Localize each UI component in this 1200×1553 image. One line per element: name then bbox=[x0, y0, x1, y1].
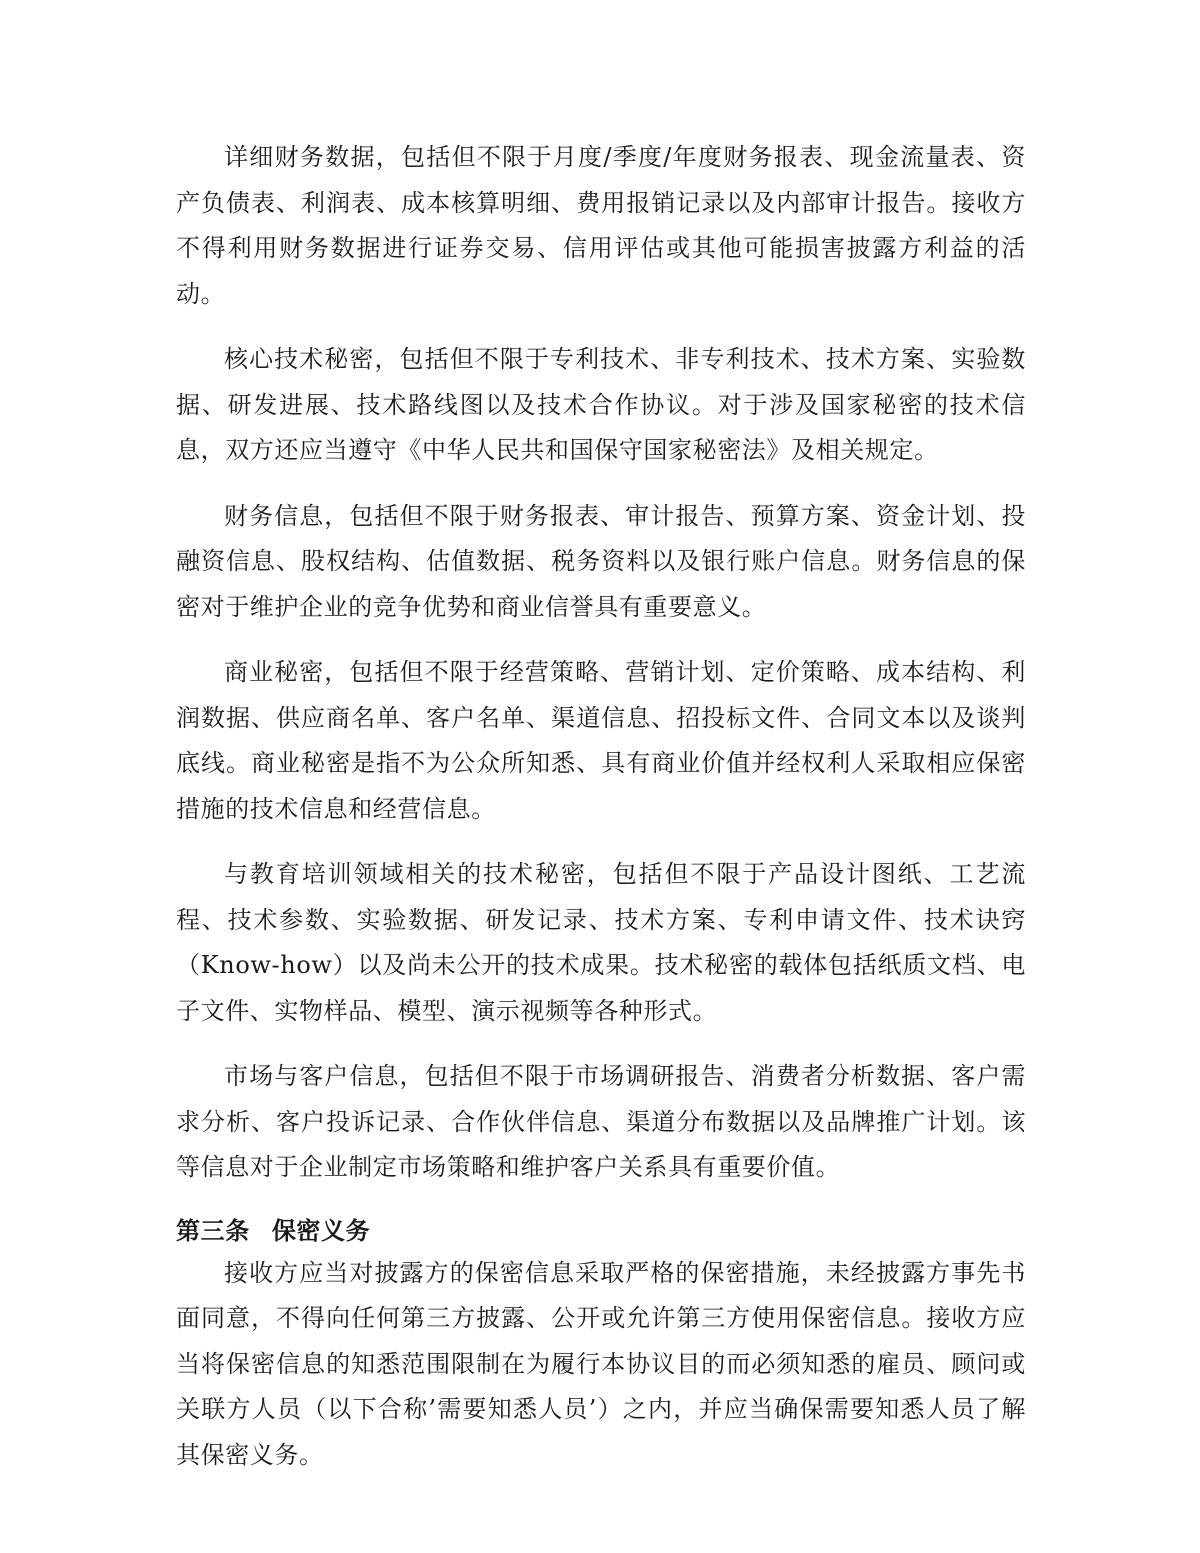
section-number: 第三条 bbox=[176, 1216, 250, 1245]
paragraph-financial-information: 财务信息，包括但不限于财务报表、审计报告、预算方案、资金计划、投融资信息、股权结构、估值数据、税务资料以及银行账户信息。财务信息的保密对于维护企业的竞争优势和商业信誉具有重要意义。 bbox=[176, 501, 1026, 621]
paragraph-financial-data: 详细财务数据，包括但不限于月度/季度/年度财务报表、现金流量表、资产负债表、利润表、成本核算明细、费用报销记录以及内部审计报告。接收方不得利用财务数据进行证券交易、信用评估或其他可能损害披露方利益的活动。 bbox=[176, 143, 1026, 308]
section-heading bbox=[176, 1211, 1026, 1251]
document-body bbox=[176, 135, 1026, 1498]
paragraph-core-technology: 核心技术秘密，包括但不限于专利技术、非专利技术、技术方案、实验数据、研发进展、技术路线图以及技术合作协议。对于涉及国家秘密的技术信息，双方还应当遵守《中华人民共和国保守国家秘密法》及相关规定。 bbox=[176, 345, 1026, 464]
section-title: 保密义务 bbox=[271, 1216, 371, 1245]
paragraph-education-technology: 与教育培训领域相关的技术秘密，包括但不限于产品设计图纸、工艺流程、技术参数、实验数据、研发记录、技术方案、专利申请文件、技术诀窍（Know-how）以及尚未公开的技术成果。技术秘密的载体包括纸质文档、电子文件、实物样品、模型、演示视频等各种形式。 bbox=[176, 860, 1026, 1025]
paragraph-market-customer: 市场与客户信息，包括但不限于市场调研报告、消费者分析数据、客户需求分析、客户投诉记录、合作伙伴信息、渠道分布数据以及品牌推广计划。该等信息对于企业制定市场策略和维护客户关系具有重要价值。 bbox=[176, 1062, 1026, 1181]
paragraph-confidentiality-obligation: 接收方应当对披露方的保密信息采取严格的保密措施，未经披露方事先书面同意，不得向任何第三方披露、公开或允许第三方使用保密信息。接收方应当将保密信息的知悉范围限制在为履行本协议目的而必须知悉的雇员、顾问或关联方人员（以下合称’需要知悉人员’）之内，并应当确保需要知悉人员了解其保密义务。 bbox=[176, 1258, 1026, 1469]
paragraph-business-secrets: 商业秘密，包括但不限于经营策略、营销计划、定价策略、成本结构、利润数据、供应商名单、客户名单、渠道信息、招投标文件、合同文本以及谈判底线。商业秘密是指不为公众所知悉、具有商业价值并经权利人采取相应保密措施的技术信息和经营信息。 bbox=[176, 658, 1026, 823]
